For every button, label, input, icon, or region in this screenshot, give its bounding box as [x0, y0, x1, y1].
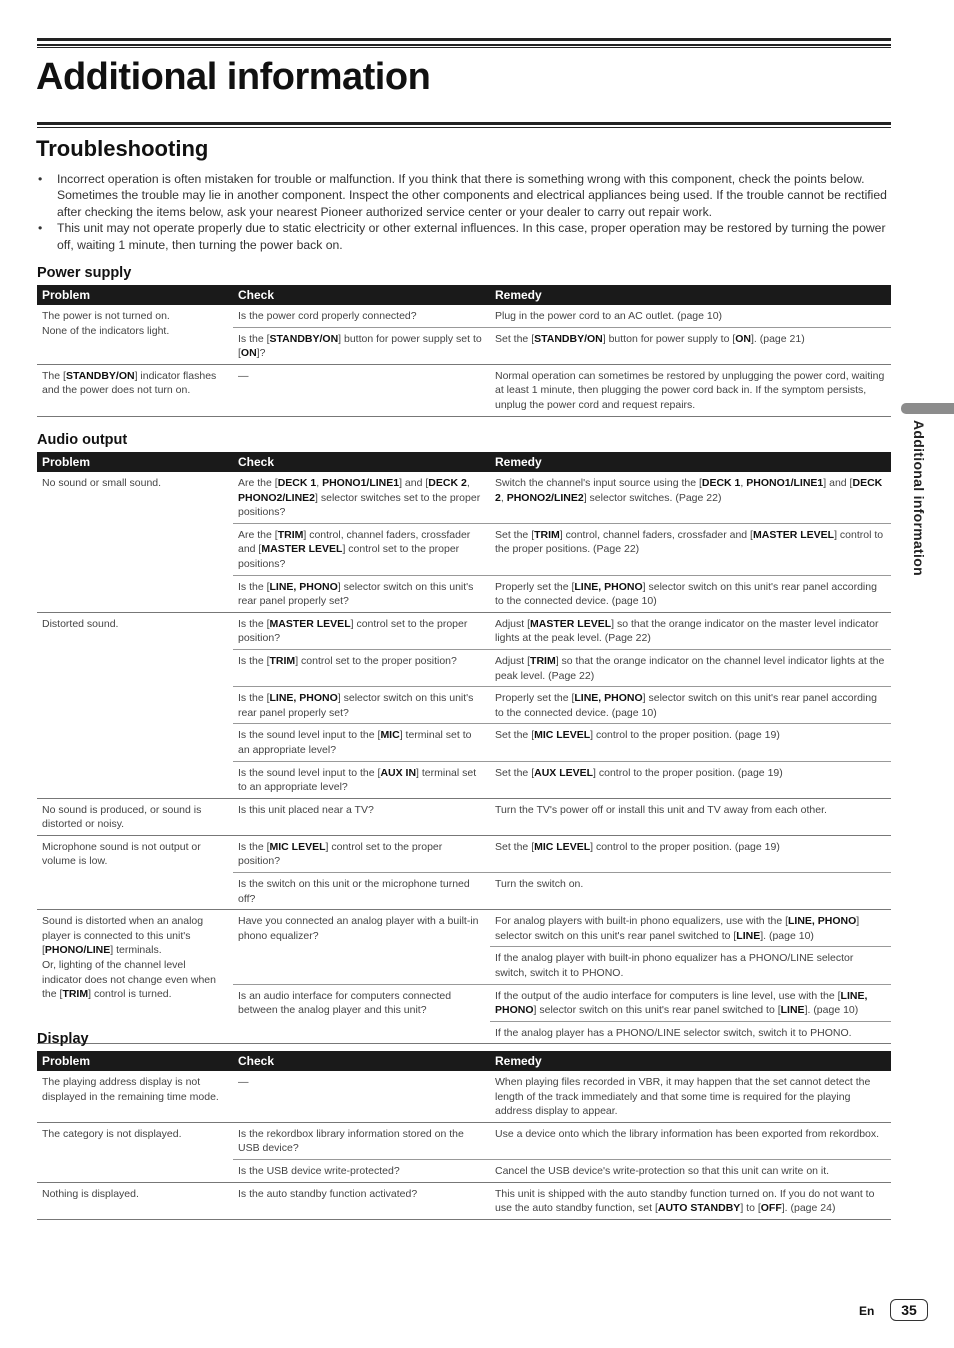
check-cell: Is this unit placed near a TV?	[233, 798, 490, 835]
top-rule	[37, 38, 891, 41]
problem-header: Problem	[37, 452, 233, 472]
problem-cell: The playing address display is not displayed in the remaining time mode.	[37, 1071, 233, 1122]
remedy-header: Remedy	[490, 1051, 891, 1071]
remedy-cell: If the output of the audio interface for computers is line level, use with the [LINE, PHONO] selector switch on this unit's rear panel switched to [LINE]. (page 10)	[490, 984, 891, 1021]
table-row	[37, 1122, 891, 1159]
remedy-cell: Normal operation can sometimes be restored by unplugging the power cord, waiting at least 1 minute, then plugging the power cord back in. If the symptom persists, unplug the power cord and request repairs.	[490, 364, 891, 416]
remedy-cell: Turn the switch on.	[490, 873, 891, 910]
table-row	[37, 472, 891, 523]
problem-cell: Microphone sound is not output or volume is low.	[37, 835, 233, 909]
table-header-row	[37, 452, 891, 472]
check-cell: Is the [LINE, PHONO] selector switch on this unit's rear panel properly set?	[233, 575, 490, 612]
problem-cell: No sound is produced, or sound is distorted or noisy.	[37, 798, 233, 835]
check-cell: Is the switch on this unit or the microphone turned off?	[233, 873, 490, 910]
remedy-cell: Set the [MIC LEVEL] control to the proper position. (page 19)	[490, 724, 891, 761]
section-heading-display: Display	[37, 1031, 89, 1047]
check-cell: —	[233, 1071, 490, 1122]
side-tab-marker	[901, 403, 954, 414]
language-code: En	[859, 1304, 875, 1318]
check-cell: Is the [MASTER LEVEL] control set to the proper position?	[233, 612, 490, 649]
table-header-row	[37, 1051, 891, 1071]
problem-cell: Nothing is displayed.	[37, 1182, 233, 1219]
check-header: Check	[233, 285, 490, 305]
check-cell: Is the auto standby function activated?	[233, 1182, 490, 1219]
remedy-cell: Turn the TV's power off or install this unit and TV away from each other.	[490, 798, 891, 835]
problem-header: Problem	[37, 1051, 233, 1071]
check-cell: Is the [TRIM] control set to the proper position?	[233, 649, 490, 686]
problem-cell: No sound or small sound.	[37, 472, 233, 612]
problem-header: Problem	[37, 285, 233, 305]
table-row	[37, 612, 891, 649]
table-row	[37, 305, 891, 327]
power-supply-table	[37, 285, 891, 417]
remedy-cell: Adjust [MASTER LEVEL] so that the orange indicator on the master level indicator lights at the peak level. (Page 22)	[490, 612, 891, 649]
remedy-cell: This unit is shipped with the auto standby function turned on. If you do not want to use the auto standby function, set [AUTO STANDBY] to [OFF]. (page 24)	[490, 1182, 891, 1219]
check-cell: Is the power cord properly connected?	[233, 305, 490, 327]
remedy-cell: Adjust [TRIM] so that the orange indicator on the channel level indicator lights at the peak level. (Page 22)	[490, 649, 891, 686]
table-header-row	[37, 285, 891, 305]
check-cell: Are the [DECK 1, PHONO1/LINE1] and [DECK 2, PHONO2/LINE2] selector switches set to the proper positions?	[233, 472, 490, 523]
remedy-cell: If the analog player has a PHONO/LINE selector switch, switch it to PHONO.	[490, 1021, 891, 1044]
table-row	[37, 1071, 891, 1122]
problem-cell: The power is not turned on. None of the indicators light.	[37, 305, 233, 364]
section-title: Troubleshooting	[36, 136, 209, 161]
check-cell: Is the [LINE, PHONO] selector switch on this unit's rear panel properly set?	[233, 687, 490, 724]
table-row	[37, 910, 891, 947]
check-header: Check	[233, 452, 490, 472]
intro-bullet: • This unit may not operate properly due to static electricity or other external influences. In this case, proper operation may be restored by turning the power off, waiting 1 minute, then turning the power back on.	[37, 220, 891, 253]
audio-output-table	[37, 452, 891, 1044]
section-rule-thin	[37, 127, 891, 128]
table-row	[37, 364, 891, 416]
remedy-cell: For analog players with built-in phono equalizers, use with the [LINE, PHONO] selector switch on this unit's rear panel switched to [LINE]. (page 10)	[490, 910, 891, 947]
table-row	[37, 1182, 891, 1219]
check-cell: Is an audio interface for computers connected between the analog player and this unit?	[233, 984, 490, 1044]
problem-cell: The category is not displayed.	[37, 1122, 233, 1182]
page-title: Additional information	[36, 56, 431, 98]
remedy-header: Remedy	[490, 452, 891, 472]
remedy-cell: Set the [MIC LEVEL] control to the proper position. (page 19)	[490, 835, 891, 872]
remedy-cell: When playing files recorded in VBR, it may happen that the set cannot detect the length of the track immediately and that some time is required for the playing address display to appear.	[490, 1071, 891, 1122]
remedy-cell: Cancel the USB device's write-protection so that this unit can write on it.	[490, 1159, 891, 1182]
check-header: Check	[233, 1051, 490, 1071]
check-cell: Are the [TRIM] control, channel faders, crossfader and [MASTER LEVEL] control set to the proper positions?	[233, 523, 490, 575]
intro-bullets	[37, 171, 891, 253]
remedy-cell: Plug in the power cord to an AC outlet. (page 10)	[490, 305, 891, 327]
top-rule-thin	[37, 44, 891, 46]
check-cell: Is the rekordbox library information stored on the USB device?	[233, 1122, 490, 1159]
problem-cell: Distorted sound.	[37, 612, 233, 798]
intro-bullet: • Incorrect operation is often mistaken for trouble or malfunction. If you think that there is something wrong with this component, check the points below. Sometimes the trouble may lie in another component. Inspect the other components and electrical appliances being used. If the trouble cannot be rectified after checking the items below, ask your nearest Pioneer authorized service center or your dealer to carry out repair work.	[37, 171, 891, 220]
check-cell: Is the sound level input to the [AUX IN] terminal set to an appropriate level?	[233, 761, 490, 798]
remedy-cell: Set the [TRIM] control, channel faders, crossfader and [MASTER LEVEL] control to the proper positions. (Page 22)	[490, 523, 891, 575]
table-row	[37, 798, 891, 835]
remedy-header: Remedy	[490, 285, 891, 305]
section-heading-power-supply: Power supply	[37, 265, 132, 281]
section-heading-audio-output: Audio output	[37, 432, 128, 448]
check-cell: Is the sound level input to the [MIC] terminal set to an appropriate level?	[233, 724, 490, 761]
remedy-cell: If the analog player with built-in phono equalizer has a PHONO/LINE selector switch, switch it to PHONO.	[490, 947, 891, 984]
remedy-cell: Switch the channel's input source using the [DECK 1, PHONO1/LINE1] and [DECK 2, PHONO2/LINE2] selector switches. (Page 22)	[490, 472, 891, 523]
remedy-cell: Use a device onto which the library information has been exported from rekordbox.	[490, 1122, 891, 1159]
check-cell: Have you connected an analog player with a built-in phono equalizer?	[233, 910, 490, 984]
check-cell: Is the [STANDBY/ON] button for power supply set to [ON]?	[233, 327, 490, 364]
side-tab-label: Additional information	[911, 420, 927, 576]
remedy-cell: Set the [STANDBY/ON] button for power supply to [ON]. (page 21)	[490, 327, 891, 364]
check-cell: —	[233, 364, 490, 416]
table-row	[37, 835, 891, 872]
page-number: 35	[890, 1299, 928, 1321]
problem-cell: Sound is distorted when an analog player is connected to this unit's [PHONO/LINE] terminals. Or, lighting of the channel level indicator does not change even when the [TRIM] control is turned.	[37, 910, 233, 1044]
display-table	[37, 1051, 891, 1220]
remedy-cell: Set the [AUX LEVEL] control to the proper position. (page 19)	[490, 761, 891, 798]
remedy-cell: Properly set the [LINE, PHONO] selector switch on this unit's rear panel according to the connected device. (page 10)	[490, 575, 891, 612]
check-cell: Is the USB device write-protected?	[233, 1159, 490, 1182]
section-rule	[37, 122, 891, 125]
top-rule-hairline	[37, 47, 891, 48]
remedy-cell: Properly set the [LINE, PHONO] selector switch on this unit's rear panel according to the connected device. (page 10)	[490, 687, 891, 724]
problem-cell: The [STANDBY/ON] indicator flashes and the power does not turn on.	[37, 364, 233, 416]
check-cell: Is the [MIC LEVEL] control set to the proper position?	[233, 835, 490, 872]
